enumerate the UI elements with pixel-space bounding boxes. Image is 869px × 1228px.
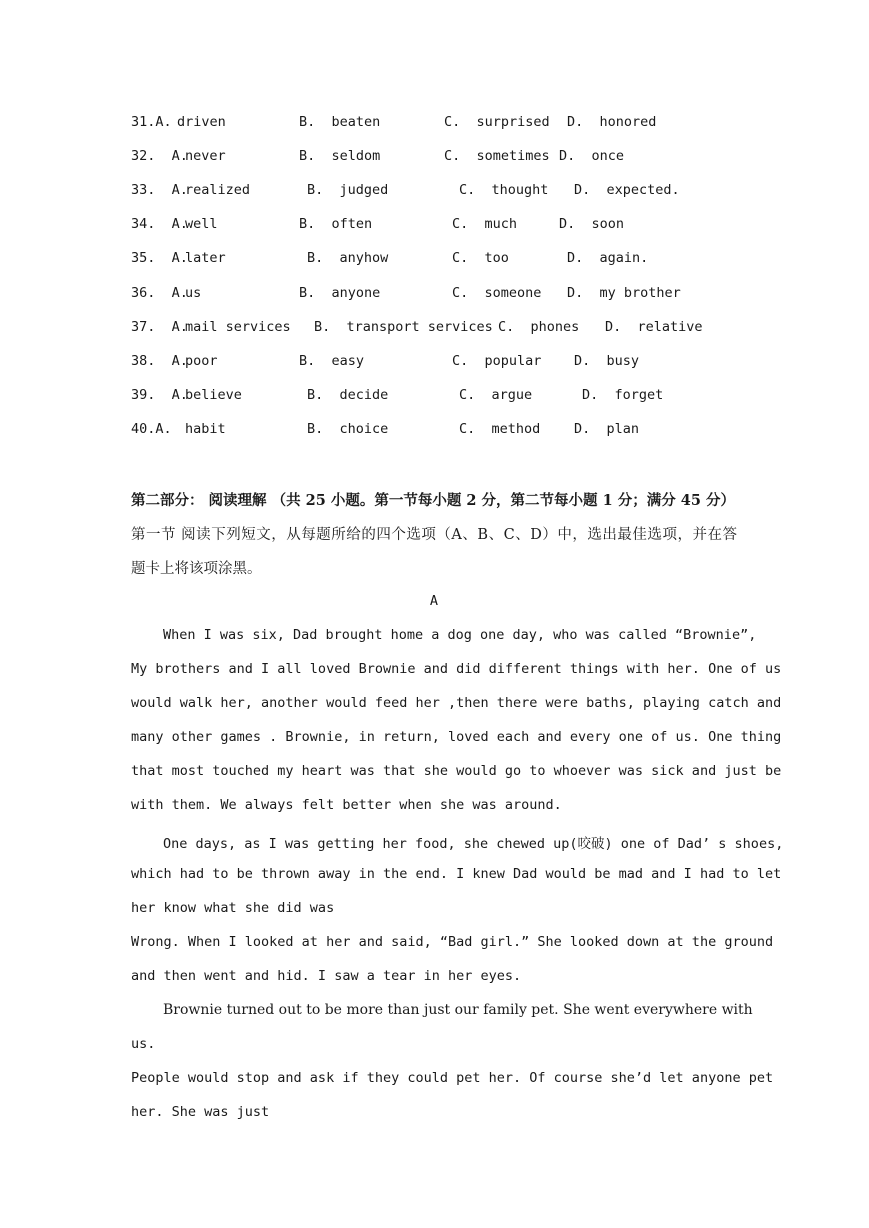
question-row-39 [131,387,664,407]
question-number: 31.A. [131,114,172,130]
option-b: B. transport services [314,319,493,335]
passage-line: Wrong. When I looked at her and said, “Bad girl.” She looked down at the ground [131,934,774,950]
option-a: habit [185,421,226,437]
option-c: C. phones [498,319,580,335]
option-c: C. surprised [444,114,550,130]
option-d: D. plan [574,421,640,437]
question-row-32 [131,148,625,168]
question-number: 37. A. [131,319,188,335]
section-instruction-line-1: 第一节 阅读下列短文，从每题所给的四个选项（A、B、C、D）中，选出最佳选项，并在答 [131,527,737,543]
passage-line: her know what she did was [131,900,335,916]
option-d: D. soon [559,216,625,232]
question-number: 34. A. [131,216,188,232]
option-d: D. my brother [567,285,681,301]
question-row-33 [131,182,680,202]
passage-line: which had to be thrown away in the end. I knew Dad would be mad and I had to let [131,866,782,882]
option-a: never [185,148,226,164]
option-c: C. argue [459,387,533,403]
option-c: C. popular [452,353,542,369]
passage-line: One days, as I was getting her food, she chewed up(咬破) one of Dad’ s shoes, [163,836,784,852]
question-number: 36. A. [131,285,188,301]
option-b: B. decide [307,387,389,403]
option-b: B. easy [299,353,365,369]
passage-line: Brownie turned out to be more than just our family pet. She went everywhere with [163,1002,753,1018]
question-number: 38. A. [131,353,188,369]
option-a: believe [185,387,242,403]
option-a: poor [185,353,218,369]
passage-label: A [429,593,439,609]
question-number: 33. A. [131,182,188,198]
question-row-37 [131,319,703,339]
option-a: us [185,285,202,301]
option-c: C. much [452,216,518,232]
passage-line: with them. We always felt better when she was around. [131,797,562,813]
question-number: 39. A. [131,387,188,403]
passage-line: When I was six, Dad brought home a dog one day, who was called “Brownie”, [163,627,757,643]
option-c: C. sometimes [444,148,550,164]
option-d: D. again. [567,250,649,266]
option-b: B. anyone [299,285,381,301]
question-row-34 [131,216,625,236]
passage-line: People would stop and ask if they could pet her. Of course she’d let anyone pet [131,1070,774,1086]
option-b: B. judged [307,182,389,198]
option-a: later [185,250,226,266]
option-c: C. method [459,421,541,437]
option-d: D. forget [582,387,664,403]
question-row-31 [131,114,657,134]
question-number: 40.A. [131,421,172,437]
option-a: realized [185,182,251,198]
passage-line: her. She was just [131,1104,270,1120]
question-row-40 [131,421,640,441]
section-heading: 第二部分： 阅读理解 （共 25 小题。第一节每小题 2 分，第二节每小题 1 分；满分 45 分） [131,492,736,509]
option-d: D. busy [574,353,640,369]
question-row-36 [131,285,681,305]
question-row-38 [131,353,640,373]
option-c: C. thought [459,182,549,198]
option-c: C. someone [452,285,542,301]
passage-line: and then went and hid. I saw a tear in her eyes. [131,968,522,984]
option-d: D. relative [605,319,703,335]
section-instruction-line-2: 题卡上将该项涂黑。 [131,561,262,577]
question-number: 32. A. [131,148,188,164]
option-b: B. beaten [299,114,381,130]
option-b: B. anyhow [307,250,389,266]
option-d: D. expected. [574,182,680,198]
passage-line: would walk her, another would feed her ,then there were baths, playing catch and [131,695,782,711]
passage-line: My brothers and I all loved Brownie and did different things with her. One of us [131,661,782,677]
option-b: B. often [299,216,373,232]
passage-line: that most touched my heart was that she would go to whoever was sick and just be [131,763,782,779]
option-b: B. choice [307,421,389,437]
option-d: D. honored [567,114,657,130]
passage-line: many other games . Brownie, in return, loved each and every one of us. One thing [131,729,782,745]
option-a: mail services [185,319,291,335]
option-a: well [185,216,218,232]
question-row-35 [131,250,649,270]
passage-line: us. [131,1036,156,1052]
option-c: C. too [452,250,509,266]
option-b: B. seldom [299,148,381,164]
option-a: driven [177,114,226,130]
option-d: D. once [559,148,625,164]
question-number: 35. A. [131,250,188,266]
